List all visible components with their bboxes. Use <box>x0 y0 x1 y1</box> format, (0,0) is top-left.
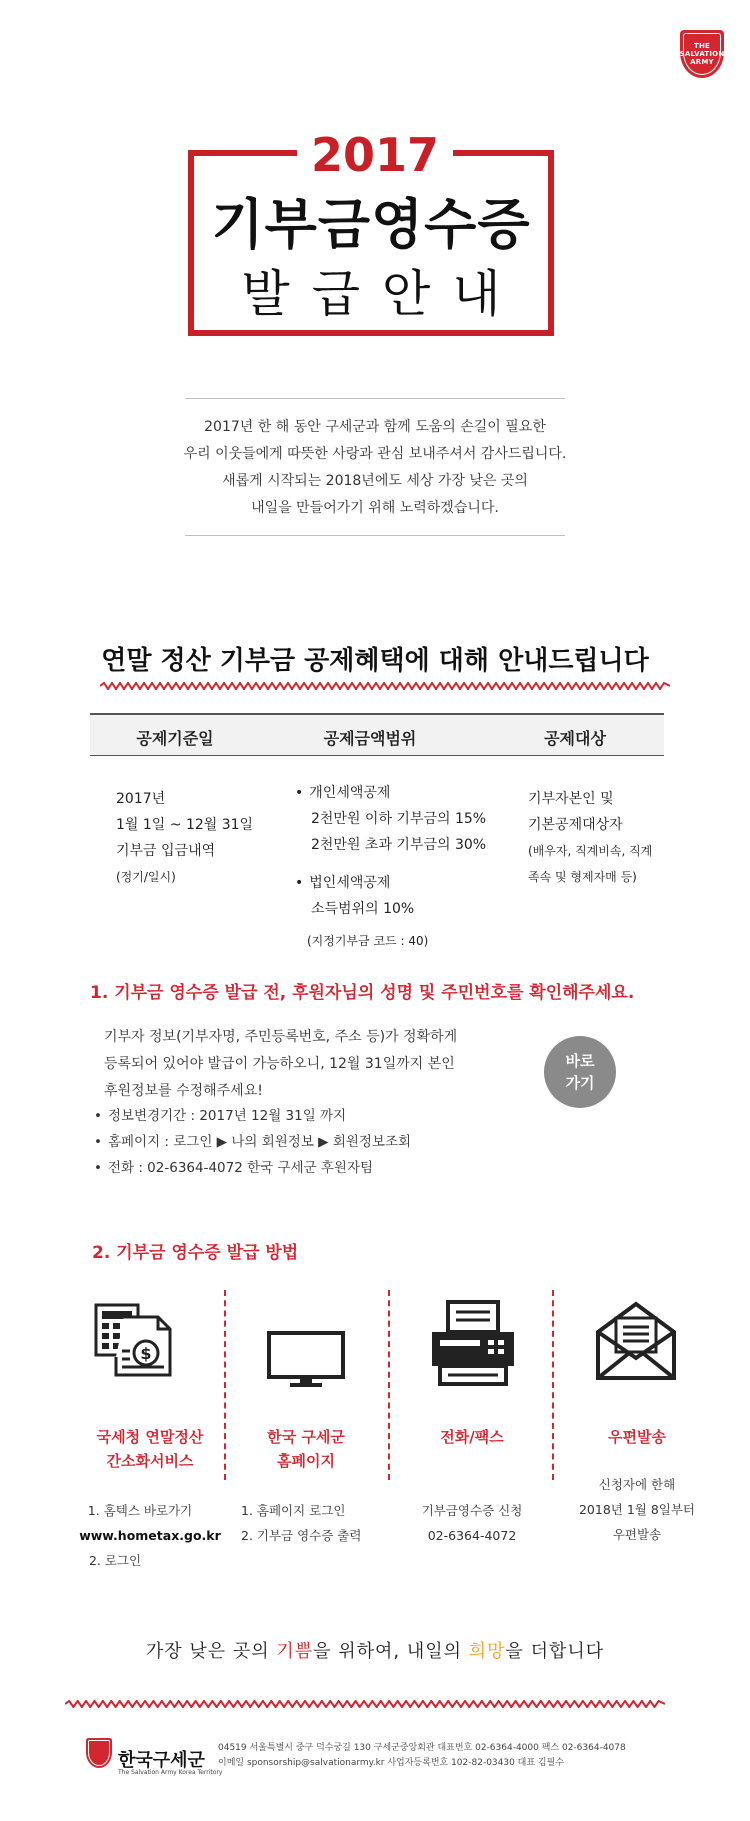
list-item: • 정보변경기간 : 2017년 12월 31일 까지 <box>94 1103 411 1129</box>
salvation-army-logo: THE SALVATION ARMY <box>680 30 724 78</box>
page-subtitle: 발급안내 <box>241 265 523 323</box>
list-item: • 홈페이지 : 로그인 ▶ 나의 회원정보 ▶ 회원정보조회 <box>94 1129 411 1155</box>
hometax-link[interactable]: www.hometax.go.kr <box>79 1528 221 1543</box>
title-year: 2017 <box>0 128 750 182</box>
table-header-target: 공제대상 <box>544 729 606 748</box>
envelope-icon <box>594 1300 678 1382</box>
notice1-text: 기부자 정보(기부자명, 주민등록번호, 주소 등)가 정확하게 등록되어 있어야 발급이 가능하오니, 12월 31일까지 본인 후원정보를 수정해주세요! <box>104 1029 458 1099</box>
zigzag-divider <box>100 682 670 690</box>
notice1-bullets <box>94 1103 411 1181</box>
method-text-homepage: 1. 홈페이지 로그인 2. 기부금 영수증 출력 <box>241 1503 362 1543</box>
method-title-hometax: 국세청 연말정산 간소화서비스 <box>96 1428 204 1470</box>
method-text-hometax: 1. 홈텍스 바로가기 www.hometax.go.kr 2. 로그인 <box>65 1498 235 1573</box>
page-title: 기부금영수증 <box>211 193 531 256</box>
footer-brand-en: The Salvation Army Korea Territory <box>118 1769 223 1776</box>
table-header-range: 공제금액범위 <box>323 729 417 748</box>
fax-icon <box>430 1300 516 1386</box>
table-cell-target: 기부자본인 및 기본공제대상자 (배우자, 직계비속, 직계 족속 및 형제자매 등) <box>528 791 653 884</box>
divider <box>185 398 565 399</box>
table-header-date: 공제기준일 <box>136 729 214 748</box>
method-divider <box>552 1290 554 1480</box>
notice1-heading: 1. 기부금 영수증 발급 전, 후원자님의 성명 및 주민번호를 확인해주세요. <box>90 983 635 1003</box>
svg-text:$: $ <box>140 1344 152 1363</box>
shortcut-button[interactable]: 바로 가기 <box>544 1036 616 1108</box>
table-header-border <box>90 755 664 756</box>
calculator-document-icon <box>94 1303 176 1377</box>
intro-text: 2017년 한 해 동안 구세군과 함께 도움의 손길이 필요한 우리 이웃들에게 따뜻한 사랑과 관심 보내주셔서 감사드립니다. 새롭게 시작되는 2018년에도 세상 가장 낮은 곳의 내일을 만들어가기 위해 노력하겠습니다. <box>183 419 567 516</box>
monitor-icon <box>266 1330 346 1388</box>
zigzag-divider <box>65 1700 665 1708</box>
footer-info: 04519 서울특별시 중구 덕수궁길 130 구세군중앙회관 대표번호 02-6364-4000 팩스 02-6364-4078 이메일 sponsorship@salvationarmy.kr 사업자등록번호 102-82-03430 대표 김필수 <box>218 1743 626 1768</box>
method-title-mail: 우편발송 <box>608 1428 666 1446</box>
method-title-homepage: 한국 구세군 홈페이지 <box>267 1428 345 1470</box>
footer-brand: 한국구세군 <box>118 1750 205 1771</box>
divider <box>185 535 565 536</box>
method-text-fax: 기부금영수증 신청 02-6364-4072 <box>421 1503 523 1543</box>
notice2-heading: 2. 기부금 영수증 발급 방법 <box>92 1243 299 1263</box>
slogan: 가장 낮은 곳의 기쁨을 위하여, 내일의 희망을 더합니다 <box>145 1641 605 1662</box>
method-title-fax: 전화/팩스 <box>440 1428 504 1446</box>
method-text-mail: 신청자에 한해 2018년 1월 8일부터 우편발송 <box>578 1477 696 1542</box>
table-cell-date: 2017년 1월 1일 ~ 12월 31일 기부금 입금내역 (정기/일시) <box>116 791 254 884</box>
list-item: • 전화 : 02-6364-4072 한국 구세군 후원자팀 <box>94 1155 411 1181</box>
section-heading: 연말 정산 기부금 공제혜택에 대해 안내드립니다 <box>101 646 649 676</box>
footer-logo-icon <box>86 1738 112 1768</box>
table-cell-range: • 개인세액공제 2천만원 이하 기부금의 15% 2천만원 초과 기부금의 30% • 법인세액공제 소득범위의 10% (지정기부금 코드 : 40) <box>295 785 487 948</box>
